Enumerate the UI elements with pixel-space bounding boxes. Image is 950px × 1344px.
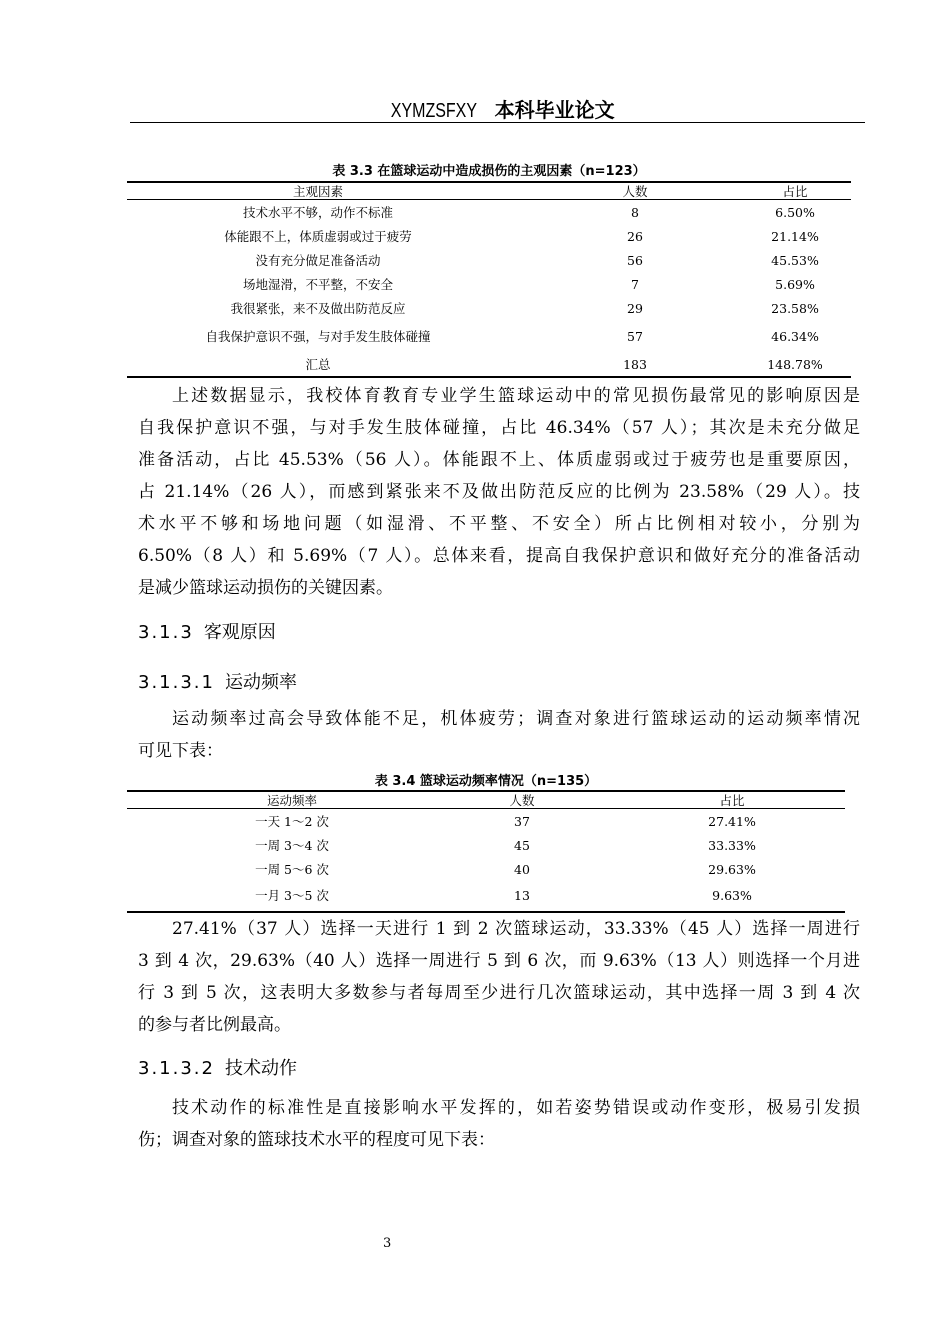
table-bottom-rule <box>127 376 851 378</box>
column-header: 人数 <box>622 184 648 199</box>
page-header <box>130 94 865 123</box>
table-cell: 13 <box>514 888 530 903</box>
section-heading-3-1-3-1 <box>138 668 297 694</box>
header-school-code: XYMZSFXY <box>391 100 478 122</box>
table-3-3-caption: 表 3.3 在篮球运动中造成损伤的主观因素（n=123） <box>332 164 646 179</box>
header-title: 本科毕业论文 <box>494 98 615 122</box>
page-number: 3 <box>383 1236 392 1251</box>
table-cell: 33.33% <box>708 838 756 853</box>
table-row <box>127 836 845 856</box>
text-line: 伤；调查对象的篮球技术水平的程度可见下表： <box>138 1130 495 1150</box>
table-cell: 183 <box>623 357 647 372</box>
table-cell: 6.50% <box>775 205 815 220</box>
text-line: 技术动作的标准性是直接影响水平发挥的，如若姿势错误或动作变形，极易引发损 <box>172 1098 860 1118</box>
heading-title: 客观原因 <box>203 622 276 643</box>
table-cell: 29 <box>627 301 643 316</box>
table-cell: 一周 3～4 次 <box>255 838 329 853</box>
table-row <box>127 275 851 295</box>
table-cell: 没有充分做足准备活动 <box>255 253 381 268</box>
table-row <box>127 299 851 319</box>
table-3-4-caption: 表 3.4 篮球运动频率情况（n=135） <box>374 774 598 789</box>
table-cell: 体能跟不上，体质虚弱或过于疲劳 <box>224 229 412 244</box>
table-cell: 27.41% <box>708 814 756 829</box>
text-line: 术水平不够和场地问题（如湿滑、不平整、不安全）所占比例相对较小，分别为 <box>138 514 860 534</box>
text-line: 可见下表： <box>138 741 223 761</box>
paragraph-2 <box>138 703 860 767</box>
table-row <box>127 886 845 906</box>
table-cell: 我很紧张，来不及做出防范反应 <box>230 301 406 316</box>
paragraph-3 <box>138 913 860 1041</box>
column-header: 运动频率 <box>266 793 318 808</box>
table-cell: 一天 1～2 次 <box>255 814 329 829</box>
table-row <box>127 327 851 347</box>
table-cell: 57 <box>627 329 643 344</box>
table-row <box>127 227 851 247</box>
paragraph-4 <box>138 1092 860 1156</box>
table-row <box>127 355 851 375</box>
column-header: 主观因素 <box>292 184 344 199</box>
table-row <box>127 812 845 832</box>
table-row <box>127 203 851 223</box>
text-line: 上述数据显示，我校体育教育专业学生篮球运动中的常见损伤最常见的影响原因是 <box>172 386 860 406</box>
table-cell: 一月 3～5 次 <box>255 888 329 903</box>
table-cell: 7 <box>631 277 639 292</box>
text-line: 27.41%（37 人）选择一天进行 1 到 2 次篮球运动，33.33%（45 人）选择一周进行 <box>172 919 860 939</box>
table-cell: 21.14% <box>771 229 819 244</box>
table-row <box>127 251 851 271</box>
text-line: 运动频率过高会导致体能不足，机体疲劳；调查对象进行篮球运动的运动频率情况 <box>172 709 860 729</box>
heading-title: 技术动作 <box>224 1058 297 1079</box>
text-line: 是减少篮球运动损伤的关键因素。 <box>138 578 393 598</box>
table-cell: 45 <box>514 838 530 853</box>
table-cell: 45.53% <box>771 253 819 268</box>
table-cell: 23.58% <box>771 301 819 316</box>
section-heading-3-1-3 <box>138 618 276 644</box>
text-line: 3 到 4 次，29.63%（40 人）选择一周进行 5 到 6 次，而 9.63%（13 人）则选择一个月进 <box>138 951 860 971</box>
table-cell: 26 <box>627 229 643 244</box>
heading-title: 运动频率 <box>224 672 297 693</box>
paragraph-1 <box>138 380 860 604</box>
column-header: 占比 <box>719 793 745 808</box>
heading-number: 3.1.3.2 <box>138 1058 215 1079</box>
table-cell: 40 <box>514 862 530 877</box>
table-cell: 一周 5～6 次 <box>255 862 329 877</box>
table-cell: 场地湿滑，不平整，不安全 <box>242 277 394 292</box>
table-cell: 汇总 <box>305 357 331 372</box>
table-cell: 自我保护意识不强，与对手发生肢体碰撞 <box>205 329 431 344</box>
text-line: 准备活动，占比 45.53%（56 人）。体能跟不上、体质虚弱或过于疲劳也是重要原因， <box>138 450 860 470</box>
header-rule <box>130 122 865 123</box>
table-3-4 <box>127 790 845 913</box>
table-cell: 56 <box>627 253 643 268</box>
table-cell: 5.69% <box>775 277 815 292</box>
table-cell: 148.78% <box>767 357 823 372</box>
text-line: 行 3 到 5 次，这表明大多数参与者每周至少进行几次篮球运动，其中选择一周 3 到 4 次 <box>138 983 860 1003</box>
column-header: 占比 <box>782 184 808 199</box>
section-heading-3-1-3-2 <box>138 1054 297 1080</box>
text-line: 自我保护意识不强，与对手发生肢体碰撞，占比 46.34%（57 人）；其次是未充分做足 <box>138 418 860 438</box>
table-cell: 46.34% <box>771 329 819 344</box>
text-line: 占 21.14%（26 人），而感到紧张来不及做出防范反应的比例为 23.58%（29 人）。技 <box>138 482 860 502</box>
table-header-row <box>127 791 845 811</box>
text-line: 的参与者比例最高。 <box>138 1015 291 1035</box>
table-cell: 8 <box>631 205 639 220</box>
heading-number: 3.1.3 <box>138 622 194 643</box>
table-cell: 技术水平不够，动作不标准 <box>242 205 394 220</box>
table-cell: 37 <box>514 814 530 829</box>
table-cell: 9.63% <box>712 888 752 903</box>
table-3-3 <box>127 181 851 378</box>
column-header: 人数 <box>509 793 535 808</box>
text-line: 6.50%（8 人）和 5.69%（7 人）。总体来看，提高自我保护意识和做好充分的准备活动 <box>138 546 860 566</box>
table-cell: 29.63% <box>708 862 756 877</box>
heading-number: 3.1.3.1 <box>138 672 215 693</box>
table-row <box>127 860 845 880</box>
table-header-row <box>127 182 851 202</box>
